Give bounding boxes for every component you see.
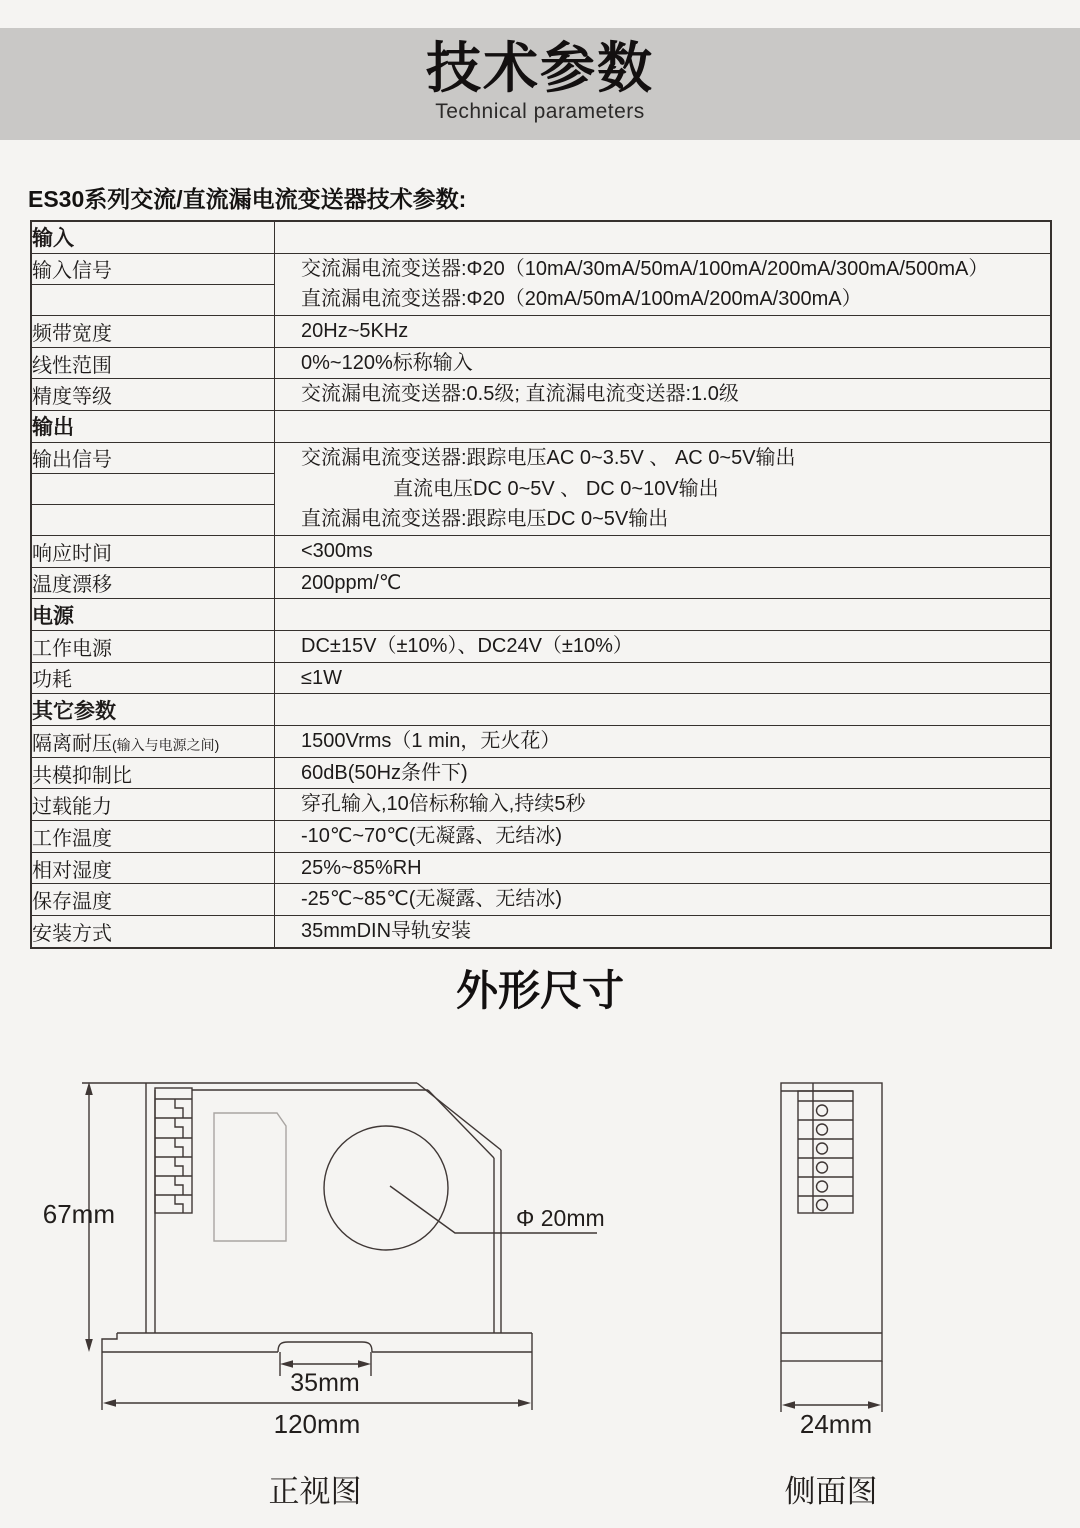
header-band [0, 28, 1080, 140]
table-row [31, 567, 1051, 599]
value-line: 0%~120%标称输入 [301, 351, 473, 374]
table-row [31, 662, 1051, 694]
param-value-cell [275, 535, 1052, 567]
param-label: 输出信号 [32, 449, 112, 472]
param-label-cell [31, 630, 275, 662]
table-row [31, 535, 1051, 567]
value-line: 20Hz~5KHz [301, 320, 409, 343]
param-label-cell [31, 442, 275, 473]
param-label-cell [31, 347, 275, 379]
param-label: 相对湿度 [32, 859, 112, 882]
arrow-left-icon [280, 1360, 293, 1367]
value-line: 60dB(50Hz条件下) [301, 761, 468, 784]
value-line: -10℃~70℃(无凝露、无结冰) [301, 825, 563, 848]
param-label: 输入信号 [32, 260, 112, 283]
arrow-right-icon [518, 1399, 531, 1406]
param-label-cell [31, 662, 275, 694]
series-heading: ES30系列交流/直流漏电流变送器技术参数: [28, 186, 467, 212]
table-row [31, 694, 1051, 726]
terminal-screw-icon [817, 1124, 828, 1135]
page-title: 技术参数 [425, 37, 654, 99]
param-label: 温度漂移 [32, 574, 112, 597]
param-value-cell [275, 316, 1052, 348]
param-label-cell [31, 757, 275, 789]
terminal-screw-icon [817, 1200, 828, 1211]
param-value-cell [275, 821, 1052, 853]
table-row [31, 316, 1051, 348]
terminal-screw-icon [817, 1181, 828, 1192]
param-label: 精度等级 [32, 386, 112, 409]
table-row [31, 821, 1051, 853]
param-label-cell [31, 284, 275, 315]
param-label-cell [31, 916, 275, 948]
table-row [31, 221, 1051, 253]
arrow-right-icon [868, 1401, 881, 1408]
param-value-cell [275, 757, 1052, 789]
table-row [31, 757, 1051, 789]
section-label-cell [31, 221, 275, 253]
value-line [275, 222, 1050, 253]
table-row [31, 884, 1051, 916]
value-line: 穿孔输入,10倍标称输入,持续5秒 [301, 793, 586, 816]
section-label-cell [31, 599, 275, 631]
param-label: 频带宽度 [32, 322, 112, 345]
table-row [31, 852, 1051, 884]
hole-circle [324, 1126, 448, 1250]
arrow-left-icon [103, 1399, 116, 1406]
table-row [31, 599, 1051, 631]
terminal-steps [175, 1099, 183, 1213]
param-label-cell [31, 567, 275, 599]
front-height-dim-label: 67mm [42, 1199, 115, 1229]
param-label-cell [31, 852, 275, 884]
param-value-cell [275, 726, 1052, 758]
param-label-note: (输入与电源之间) [112, 736, 220, 753]
table-row [31, 916, 1051, 948]
param-label-cell [31, 535, 275, 567]
arrow-left-icon [782, 1401, 795, 1408]
value-line [275, 411, 1050, 442]
value-line: 直流漏电流变送器:跟踪电压DC 0~5V输出 [301, 508, 669, 531]
label-window [214, 1113, 286, 1241]
param-value-cell [275, 789, 1052, 821]
param-label: 工作电源 [32, 637, 112, 660]
dimensions-title: 外形尺寸 [455, 967, 624, 1014]
param-value-cell [275, 630, 1052, 662]
terminal-strip [155, 1088, 192, 1213]
arrow-right-icon [358, 1360, 371, 1367]
value-line [275, 599, 1050, 630]
param-label: 响应时间 [32, 542, 112, 565]
table-row [31, 253, 1051, 284]
value-line [275, 694, 1050, 725]
param-label: 工作温度 [32, 827, 112, 850]
page-subtitle: Technical parameters [435, 99, 645, 123]
param-label: 输出 [32, 416, 74, 440]
terminal-screw-icon [817, 1105, 828, 1116]
param-value-cell [275, 221, 1052, 253]
front-view-drawing [82, 1082, 597, 1410]
din-rail-notch [278, 1342, 372, 1352]
value-line: <300ms [301, 539, 373, 562]
spec-table-container [30, 220, 1052, 949]
param-label-cell [31, 473, 275, 504]
param-label: 保存温度 [32, 891, 112, 914]
value-line: 直流漏电流变送器:Φ20（20mA/50mA/100mA/200mA/300mA） [301, 288, 862, 311]
arrow-down-icon [85, 1339, 93, 1352]
value-line: ≤1W [301, 666, 342, 689]
param-value-cell [275, 567, 1052, 599]
value-line: 35mmDIN导轨安装 [301, 920, 472, 943]
param-label: 其它参数 [32, 699, 116, 723]
value-line: 直流电压DC 0~5V 、 DC 0~10V输出 [393, 477, 719, 500]
terminal-screw-icon [817, 1162, 828, 1173]
value-line: 交流漏电流变送器:Φ20（10mA/30mA/50mA/100mA/200mA/300mA/500mA） [301, 257, 989, 280]
param-label: 电源 [32, 604, 74, 628]
arrow-up-icon [85, 1082, 93, 1095]
param-label: 安装方式 [32, 922, 112, 945]
param-label: 功耗 [32, 669, 72, 692]
param-value-cell [275, 916, 1052, 948]
param-value-cell [275, 379, 1052, 411]
side-width-dim-label: 24mm [799, 1409, 873, 1439]
param-label-cell [31, 821, 275, 853]
param-label: 隔离耐压 [32, 732, 112, 755]
table-row [31, 347, 1051, 379]
front-width-dim-label: 120mm [273, 1409, 361, 1439]
param-label-cell [31, 726, 275, 758]
table-row [31, 442, 1051, 473]
param-label: 共模抑制比 [32, 764, 132, 787]
param-label-cell [31, 789, 275, 821]
side-view-drawing [781, 1083, 882, 1412]
front-view-label: 正视图 [268, 1474, 362, 1509]
param-value-cell [275, 599, 1052, 631]
param-value-cell [275, 253, 1052, 315]
value-line: DC±15V（±10%）、DC24V（±10%） [301, 634, 633, 657]
param-value-cell [275, 852, 1052, 884]
table-row [31, 411, 1051, 443]
spec-table-body [31, 221, 1051, 948]
param-label-cell [31, 504, 275, 535]
value-line: 交流漏电流变送器:跟踪电压AC 0~3.5V 、 AC 0~5V输出 [301, 446, 796, 469]
value-line: 交流漏电流变送器:0.5级; 直流漏电流变送器:1.0级 [301, 383, 739, 406]
param-label-cell [31, 884, 275, 916]
param-value-cell [275, 884, 1052, 916]
spec-table [30, 220, 1052, 949]
value-line: 1500Vrms（1 min，无火花） [301, 730, 561, 752]
param-label: 过载能力 [32, 796, 112, 819]
param-value-cell [275, 662, 1052, 694]
value-line: -25℃~85℃(无凝露、无结冰) [301, 888, 563, 911]
param-label: 输入 [32, 227, 74, 251]
param-value-cell [275, 347, 1052, 379]
side-view-label: 侧面图 [784, 1474, 878, 1509]
table-row [31, 379, 1051, 411]
param-label-cell [31, 316, 275, 348]
value-line: 25%~85%RH [301, 856, 422, 879]
param-label-cell [31, 379, 275, 411]
dimension-drawings [0, 1058, 1080, 1528]
drawing-labels [43, 1199, 878, 1509]
hole-dim-label: Φ 20mm [516, 1205, 605, 1231]
terminal-screw-icon [817, 1143, 828, 1154]
param-value-cell [275, 694, 1052, 726]
param-label-cell [31, 253, 275, 284]
param-value-cell [275, 442, 1052, 535]
section-label-cell [31, 694, 275, 726]
rail-dim-label: 35mm [290, 1369, 360, 1397]
value-line: 200ppm/℃ [301, 571, 402, 594]
param-value-cell [275, 411, 1052, 443]
table-row [31, 789, 1051, 821]
table-row [31, 726, 1051, 758]
section-label-cell [31, 411, 275, 443]
table-row [31, 630, 1051, 662]
param-label: 线性范围 [32, 354, 112, 377]
